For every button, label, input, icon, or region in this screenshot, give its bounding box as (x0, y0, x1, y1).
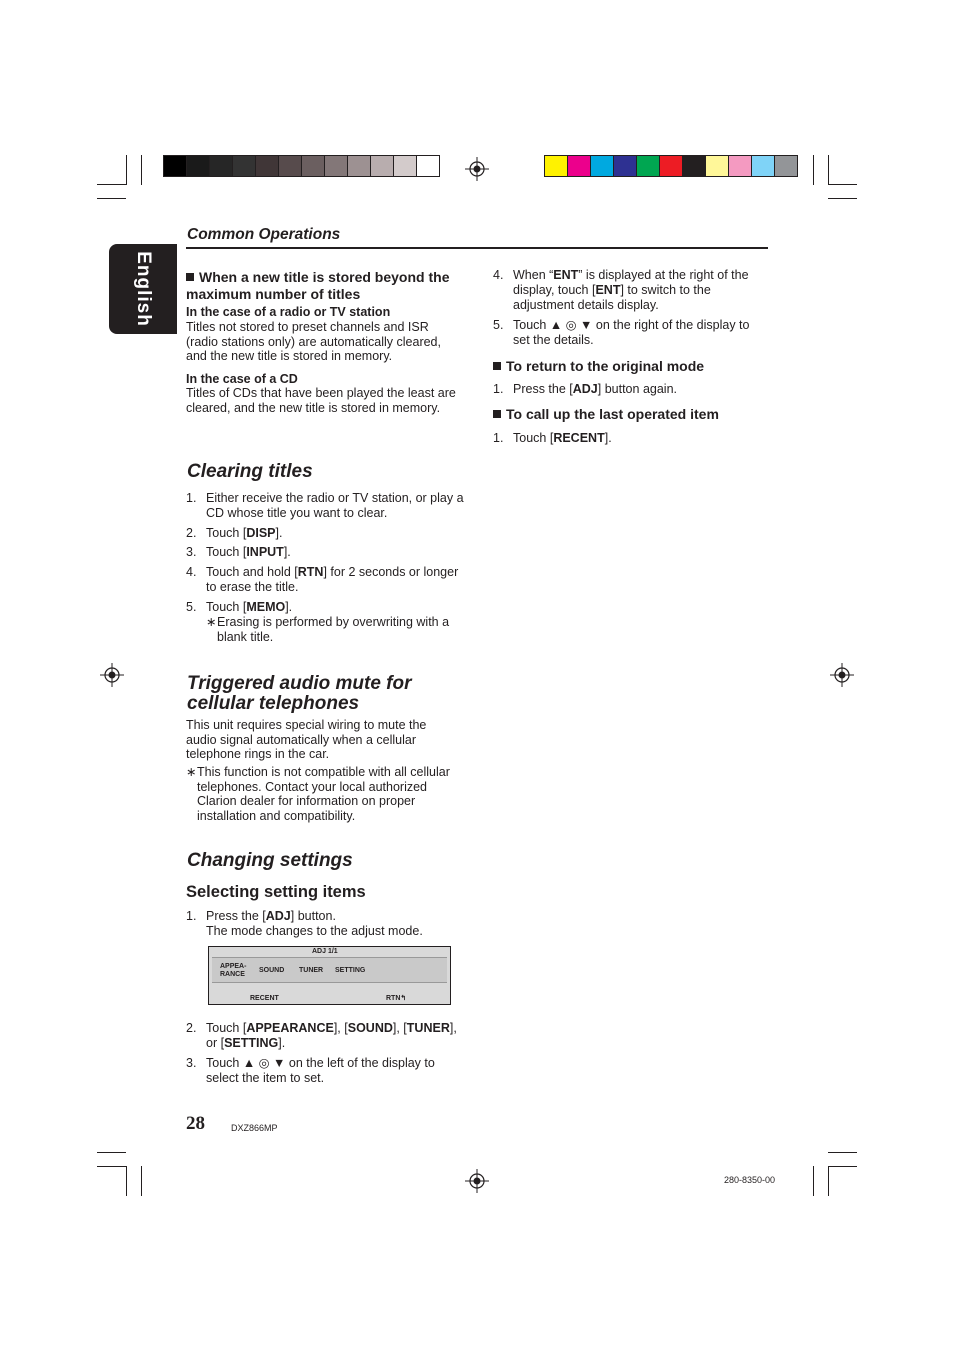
selecting-items-heading: Selecting setting items (186, 883, 366, 901)
color-swatch (256, 156, 279, 176)
radio-subheading: In the case of a radio or TV station (186, 305, 391, 319)
color-swatch (752, 156, 775, 176)
mute-note: ∗ This function is not compatible with all cellular telephones. Contact your local authorized Clarion dealer for information on proper installation and compatibility. (186, 765, 450, 823)
color-swatch (545, 156, 568, 176)
color-swatch (302, 156, 325, 176)
list-item: 2. Touch [APPEARANCE], [SOUND], [TUNER], or [SETTING]. (186, 1021, 457, 1050)
display-item-tuner: TUNER (299, 967, 324, 974)
display-footer-recent: RECENT (250, 995, 279, 1002)
clearing-titles-heading: Clearing titles (187, 461, 313, 482)
color-calibration-bar (544, 155, 798, 177)
document-code: 280-8350-00 (724, 1175, 776, 1185)
list-item: 3. Touch ▲ ◎ ▼ on the left of the display to select the item to set. (186, 1056, 435, 1085)
color-swatch (417, 156, 439, 176)
radio-text: Titles not stored to preset channels and ISR (radio stations only) are automatically cleared, and the new title is stored in memory. (186, 320, 441, 364)
list-item: 1. Touch [RECENT]. (493, 431, 612, 445)
gray-calibration-bar (163, 155, 440, 177)
registration-mark-icon (465, 157, 489, 181)
square-bullet-icon (186, 273, 194, 281)
square-bullet-icon (493, 362, 501, 370)
display-footer-rtn: RTN↰ (386, 995, 407, 1002)
display-item-band (212, 957, 447, 983)
color-swatch (706, 156, 729, 176)
color-swatch (683, 156, 706, 176)
color-swatch (233, 156, 256, 176)
section-rule (186, 247, 768, 249)
list-item: 4. Touch and hold [RTN] for 2 seconds or longer to erase the title. (186, 565, 459, 594)
color-swatch (348, 156, 371, 176)
registration-mark-icon (100, 663, 124, 687)
page-number: 28 (186, 1113, 205, 1134)
section-title: Common Operations (187, 226, 341, 243)
color-swatch (775, 156, 797, 176)
color-swatch (614, 156, 637, 176)
list-item: 1. Either receive the radio or TV station, or play a CD whose title you want to clear. (186, 491, 464, 520)
color-swatch (394, 156, 417, 176)
color-swatch (325, 156, 348, 176)
changing-settings-heading: Changing settings (187, 850, 353, 871)
color-swatch (187, 156, 210, 176)
list-item: 1. Press the [ADJ] button. The mode changes to the adjust mode. (186, 909, 423, 938)
list-item: 4. When “ENT” is displayed at the right of the display, touch [ENT] to switch to the adjustment details display. (493, 268, 749, 312)
cd-text: Titles of CDs that have been played the least are cleared, and the new title is stored in memory. (186, 386, 456, 415)
model-number: DXZ866MP (231, 1123, 278, 1133)
mute-text: This unit requires special wiring to mute the audio signal automatically when a cellular telephone rings in the car. (186, 718, 427, 762)
list-item: 5. Touch ▲ ◎ ▼ on the right of the display to set the details. (493, 318, 750, 347)
clearing-note: ∗ Erasing is performed by overwriting with a blank title. (206, 615, 450, 644)
language-tab-label: English (133, 251, 154, 327)
registration-mark-icon (465, 1169, 489, 1193)
list-item: 2. Touch [DISP]. (186, 526, 283, 540)
language-tab (109, 244, 177, 334)
color-swatch (637, 156, 660, 176)
color-swatch (660, 156, 683, 176)
color-swatch (279, 156, 302, 176)
display-header: ADJ 1/1 (312, 948, 338, 955)
color-swatch (164, 156, 187, 176)
return-heading: To return to the original mode (493, 358, 704, 375)
adjust-mode-display (208, 946, 451, 1005)
display-item-setting: SETTING (335, 967, 366, 974)
list-item: 1. Press the [ADJ] button again. (493, 382, 677, 396)
new-title-heading: When a new title is stored beyond the maximum number of titles (186, 269, 450, 302)
square-bullet-icon (493, 410, 501, 418)
color-swatch (371, 156, 394, 176)
cd-subheading: In the case of a CD (186, 372, 298, 386)
display-item-sound: SOUND (259, 967, 285, 974)
color-swatch (729, 156, 752, 176)
mute-heading: Triggered audio mute for cellular telephones (187, 673, 412, 714)
recall-heading: To call up the last operated item (493, 406, 719, 423)
color-swatch (568, 156, 591, 176)
list-item: 5. Touch [MEMO]. (186, 600, 293, 614)
registration-mark-icon (830, 663, 854, 687)
display-item-appearance: APPEA- RANCE (220, 963, 247, 978)
list-item: 3. Touch [INPUT]. (186, 545, 291, 559)
color-swatch (210, 156, 233, 176)
color-swatch (591, 156, 614, 176)
